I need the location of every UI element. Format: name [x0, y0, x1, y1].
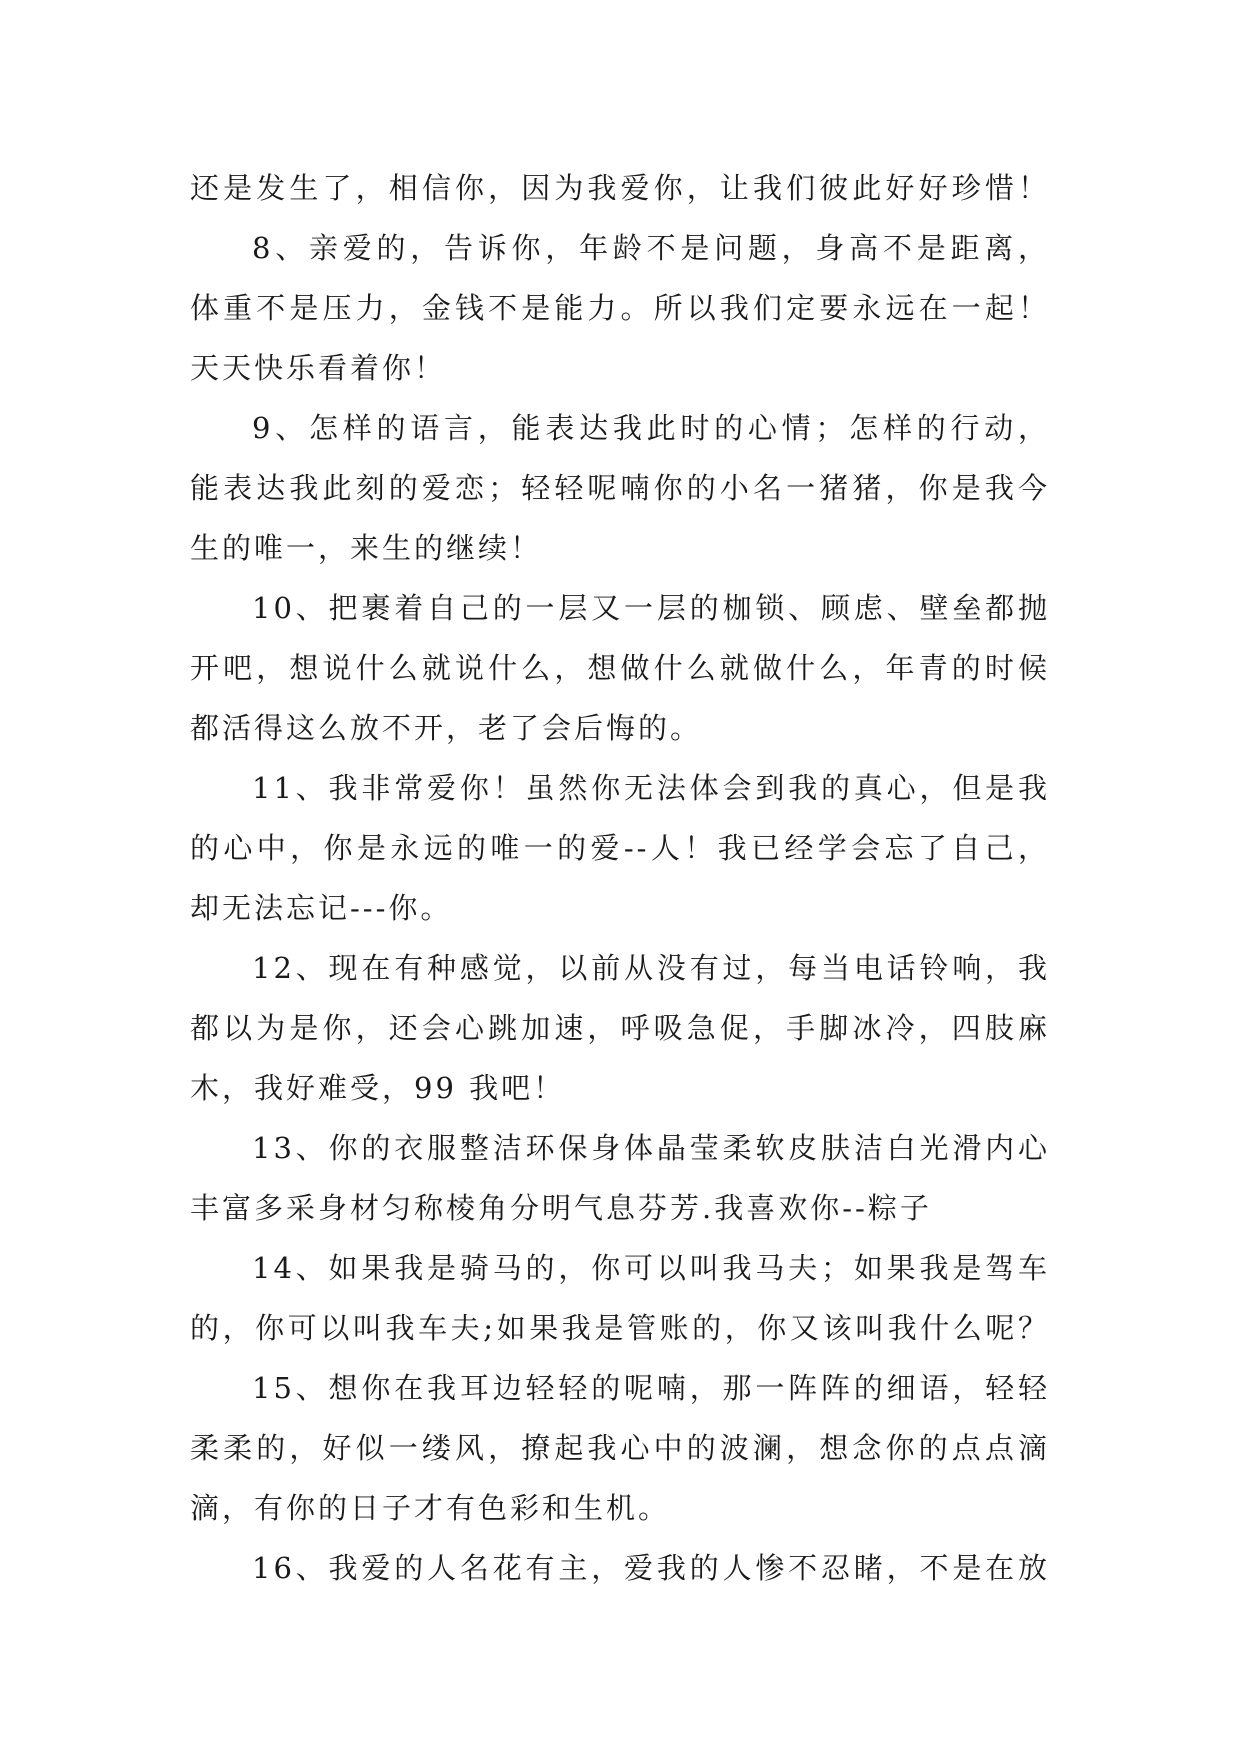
text-line: 的，你可以叫我车夫;如果我是管账的，你又该叫我什么呢？	[190, 1311, 1050, 1345]
text-line: 还是发生了，相信你，因为我爱你，让我们彼此好好珍惜！	[190, 171, 1050, 205]
text-line: 丰富多采身材匀称棱角分明气息芬芳.我喜欢你--粽子	[190, 1191, 932, 1225]
text-line: 却无法忘记---你。	[190, 891, 453, 925]
paragraph-start-16: 16、我爱的人名花有主，爱我的人惨不忍睹，不是在放	[252, 1551, 1050, 1585]
paragraph-start-12: 12、现在有种感觉，以前从没有过，每当电话铃响，我	[252, 951, 1050, 985]
paragraph-start-11: 11、我非常爱你！虽然你无法体会到我的真心，但是我	[252, 771, 1050, 805]
text-line: 体重不是压力，金钱不是能力。所以我们定要永远在一起！	[190, 291, 1050, 325]
paragraph-start-15: 15、想你在我耳边轻轻的呢喃，那一阵阵的细语，轻轻	[252, 1371, 1050, 1405]
text-line: 开吧，想说什么就说什么，想做什么就做什么，年青的时候	[190, 651, 1050, 685]
text-line: 滴，有你的日子才有色彩和生机。	[190, 1491, 671, 1525]
paragraph-start-14: 14、如果我是骑马的，你可以叫我马夫；如果我是驾车	[252, 1251, 1050, 1285]
paragraph-start-13: 13、你的衣服整洁环保身体晶莹柔软皮肤洁白光滑内心	[252, 1131, 1050, 1165]
text-line: 的心中，你是永远的唯一的爱--人！我已经学会忘了自己，	[190, 831, 1050, 865]
text-line: 生的唯一，来生的继续！	[190, 531, 543, 565]
text-line: 都活得这么放不开，老了会后悔的。	[190, 711, 703, 745]
text-line: 能表达我此刻的爱恋；轻轻呢喃你的小名一猪猪，你是我今	[190, 471, 1050, 505]
paragraph-start-9: 9、怎样的语言，能表达我此时的心情；怎样的行动，	[252, 411, 1050, 445]
paragraph-start-8: 8、亲爱的，告诉你，年龄不是问题，身高不是距离，	[252, 231, 1050, 265]
text-line: 都以为是你，还会心跳加速，呼吸急促，手脚冰冷，四肢麻	[190, 1011, 1050, 1045]
paragraph-start-10: 10、把裹着自己的一层又一层的枷锁、顾虑、壁垒都抛	[252, 591, 1050, 625]
document-body	[190, 158, 1050, 1598]
text-line: 柔柔的，好似一缕风，撩起我心中的波澜，想念你的点点滴	[190, 1431, 1050, 1465]
text-line: 天天快乐看着你！	[190, 351, 447, 385]
text-line: 木，我好难受，99 我吧！	[190, 1071, 566, 1105]
